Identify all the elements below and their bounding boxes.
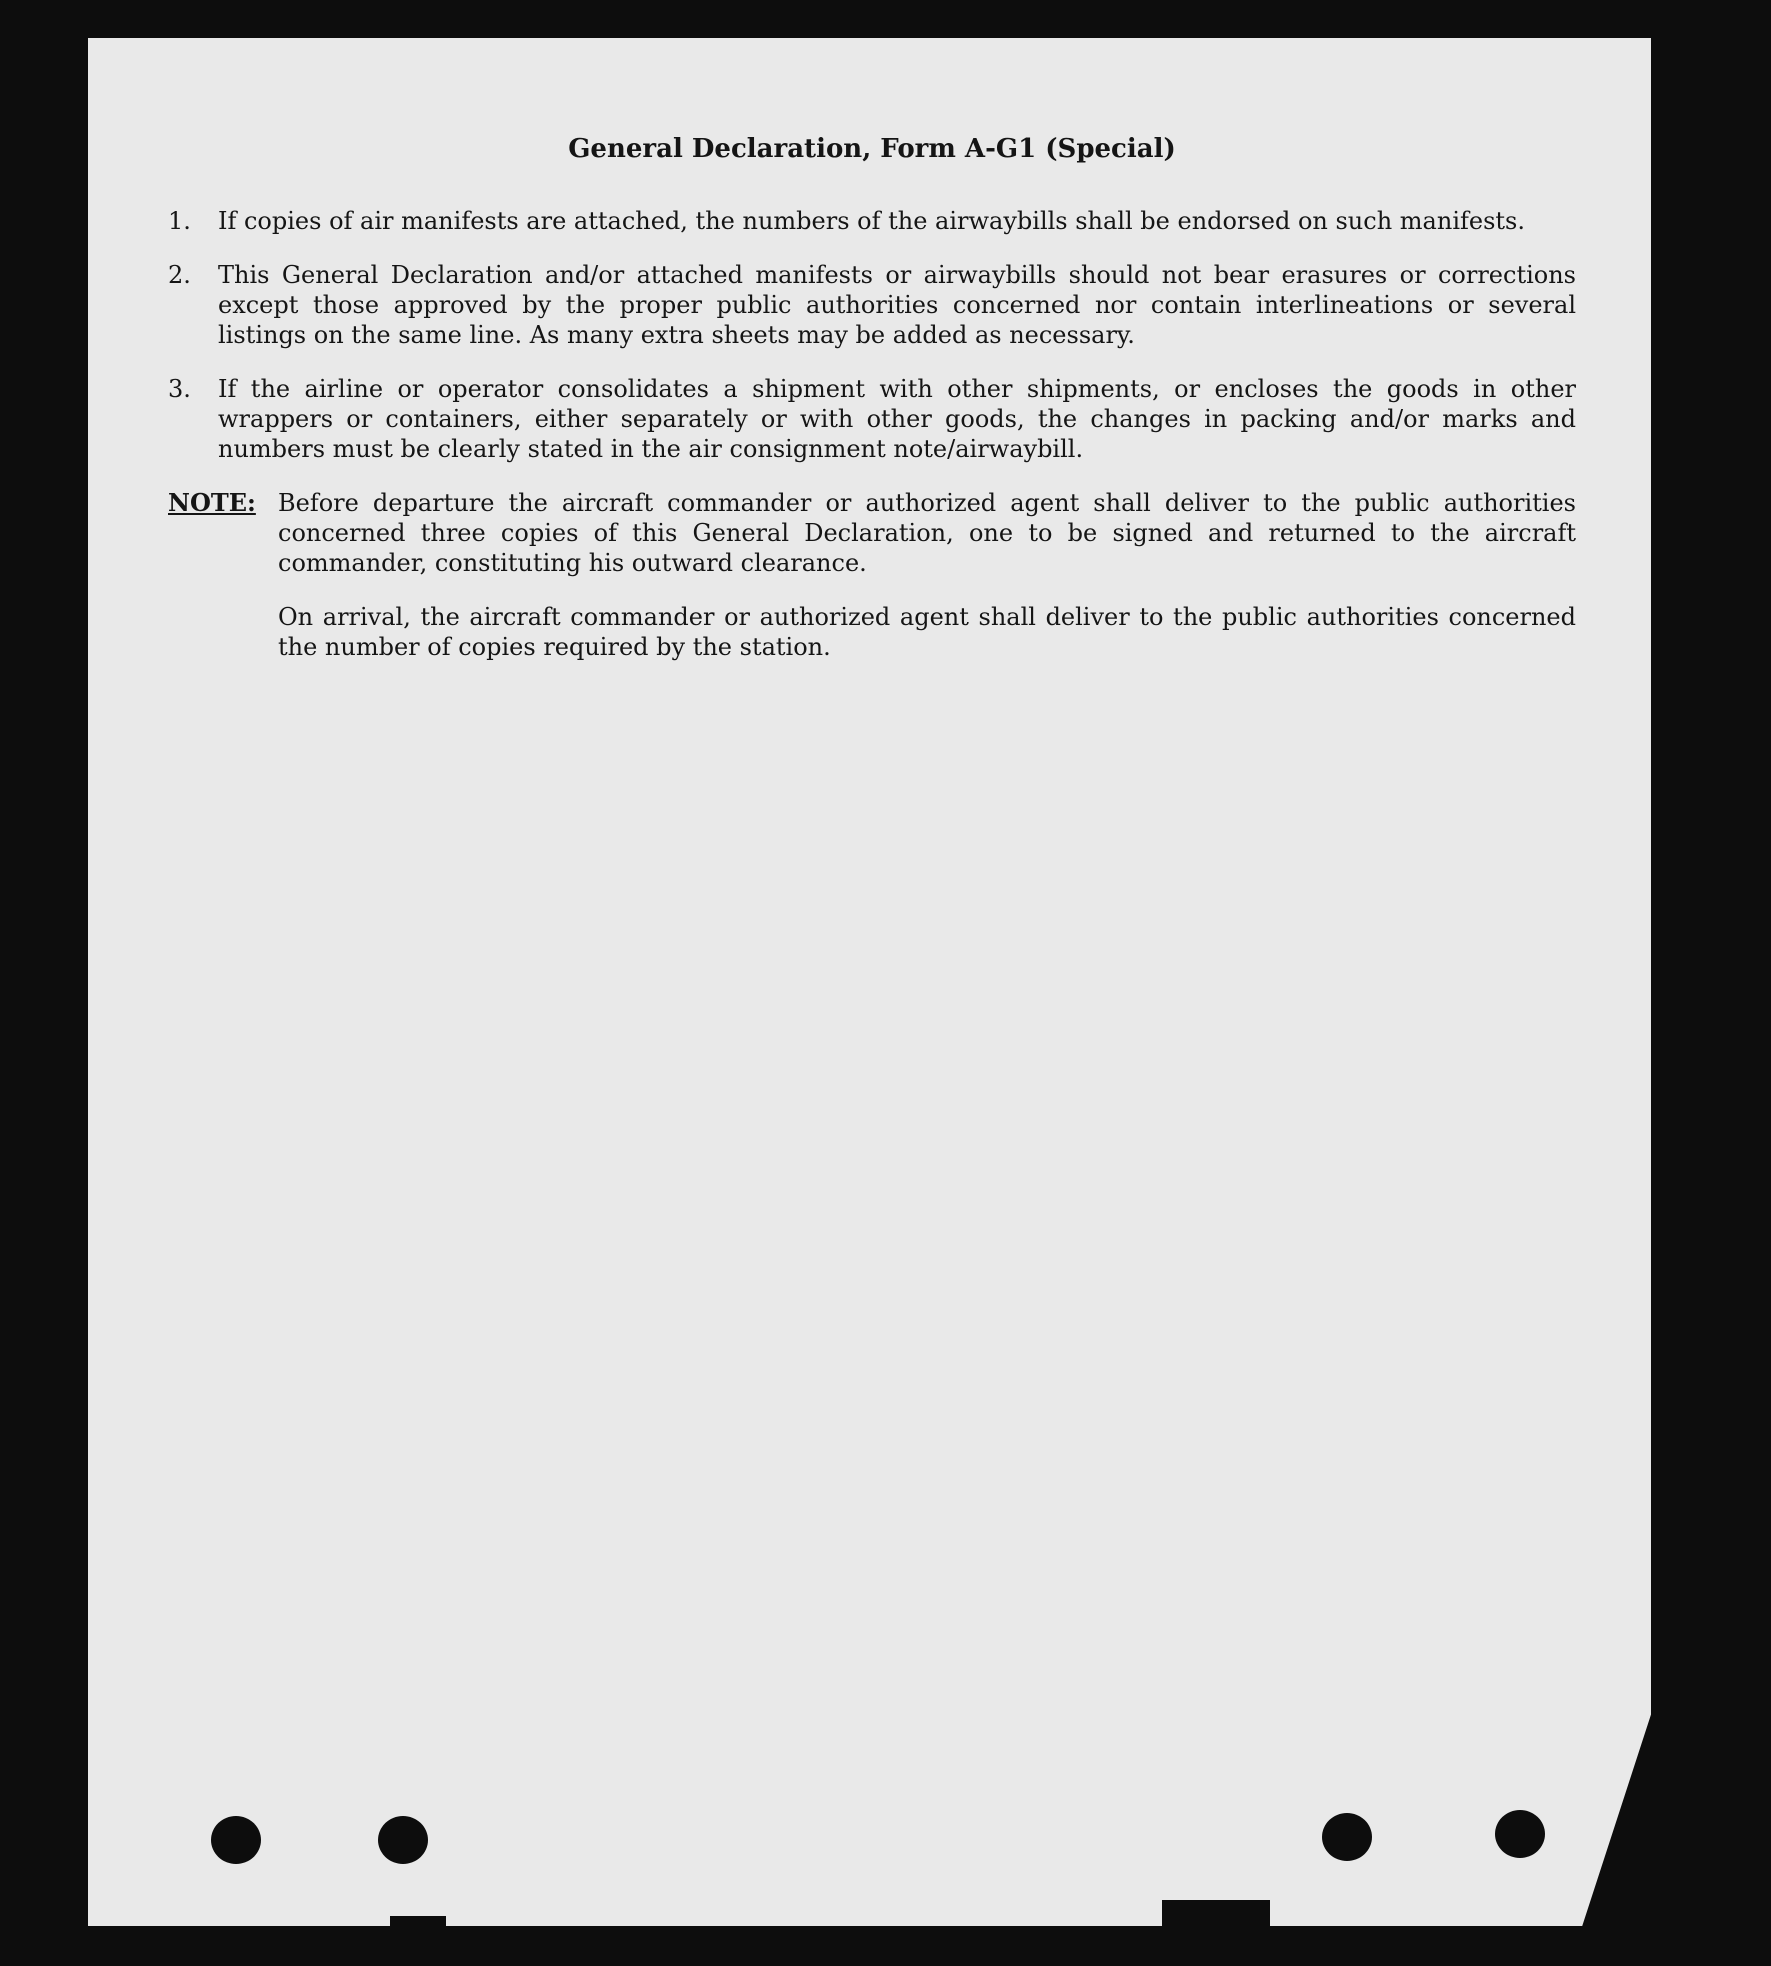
item-number: 3. — [168, 375, 191, 403]
punch-hole — [1495, 1810, 1545, 1858]
punch-hole — [211, 1816, 261, 1864]
item-number: 1. — [168, 207, 191, 235]
list-item — [168, 374, 1576, 464]
item-text: This General Declaration and/or attached manifests or airwaybills should not bear erasures or corrections except those approved by the proper public authorities concerned nor contain interlineations or several listings on the same line. As many extra sheets may be added as necessary. — [218, 261, 1576, 349]
note-paragraph: Before departure the aircraft commander or authorized agent shall deliver to the public authorities concerned three copies of this General Declaration, one to be signed and returned to the aircraft commander, constituting his outward clearance. — [278, 489, 1576, 577]
note-label: NOTE: — [168, 488, 256, 517]
note-paragraph: On arrival, the aircraft commander or authorized agent shall deliver to the public authorities concerned the number of copies required by the station. — [278, 603, 1576, 661]
punch-hole — [1322, 1813, 1372, 1861]
list-item — [168, 260, 1576, 350]
item-number: 2. — [168, 261, 191, 289]
item-text: If the airline or operator consolidates a shipment with other shipments, or encloses the goods in other wrappers or containers, either separately or with other goods, the changes in packing and/or marks and numbers must be clearly stated in the air consignment note/airwaybill. — [218, 375, 1576, 463]
document-content — [168, 134, 1576, 686]
torn-edge — [390, 1916, 446, 1928]
document-title: General Declaration, Form A-G1 (Special) — [568, 134, 1176, 164]
item-text: If copies of air manifests are attached, the numbers of the airwaybills shall be endorsed on such manifests. — [218, 207, 1525, 235]
note-body — [278, 488, 1576, 686]
list-item — [168, 206, 1576, 236]
punch-hole — [378, 1816, 428, 1864]
torn-edge — [1162, 1900, 1270, 1930]
note-section — [168, 488, 1576, 686]
